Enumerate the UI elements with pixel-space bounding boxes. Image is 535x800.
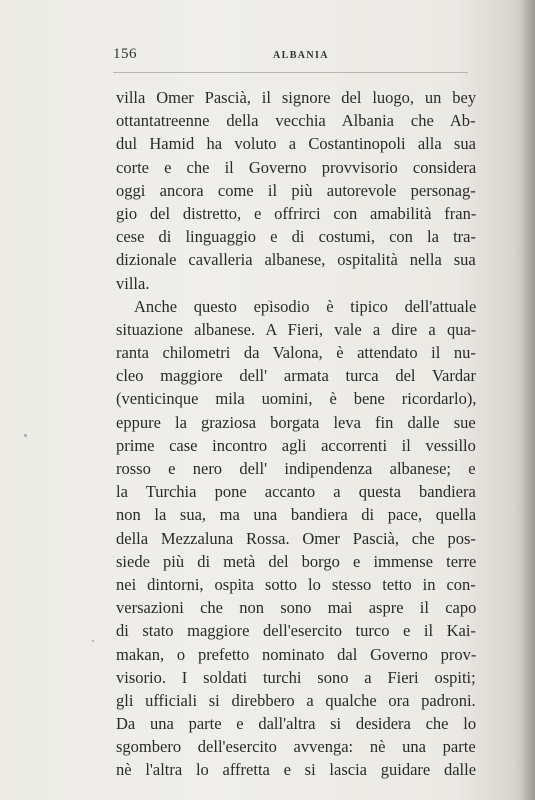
body-text [116, 86, 476, 782]
header-rule [113, 72, 468, 73]
text-line: nè l'altra lo affretta e si lascia guidare dalle [116, 760, 477, 780]
page-number: 156 [113, 46, 137, 62]
text-line: cese di linguaggio e di costumi, con la tra- [116, 227, 476, 247]
text-line: eppure la graziosa borgata leva fin dalle sue [116, 412, 476, 432]
text-line: versazioni che non sono mai aspre il capo [116, 598, 477, 618]
text-line: dizionale cavalleria albanese, ospitalità nella sua [116, 250, 476, 270]
text-line: villa. [116, 273, 150, 293]
text-line: ottantatreenne della vecchia Albania che Ab- [116, 111, 476, 131]
paper-speck [24, 434, 27, 437]
paper-speck [92, 640, 94, 642]
text-line: di stato maggiore dell'esercito turco e il Kai- [116, 621, 476, 641]
text-line: cleo maggiore dell' armata turca del Vardar [116, 366, 476, 386]
text-line: nei dintorni, ospita sotto lo stesso tetto in con- [116, 574, 476, 594]
text-line: Da una parte e dall'altra si desidera che lo [116, 714, 477, 734]
text-line: gli ufficiali si direbbero a qualche ora padroni. [116, 690, 476, 710]
running-head: ALBANIA [273, 50, 329, 61]
paper-speck [268, 300, 270, 302]
text-line: Anche questo episodio è tipico dell'attuale [134, 296, 477, 316]
text-line: villa Omer Pascià, il signore del luogo, un bey [116, 88, 477, 107]
text-line: makan, o prefetto nominato dal Governo prov- [116, 644, 477, 664]
text-line: prime case incontro agli accorrenti il vessillo [116, 435, 476, 455]
text-line: sgombero dell'esercito avvenga: nè una parte [116, 737, 476, 757]
text-line: siede più di metà del borgo e immense terre [116, 551, 477, 571]
text-line: non la sua, ma una bandiera di pace, quella [116, 505, 477, 525]
text-line: visorio. I soldati turchi sono a Fieri ospiti; [116, 667, 476, 687]
page-header [113, 46, 443, 66]
text-line: ranta chilometri da Valona, è attendato il nu- [116, 343, 476, 363]
text-line: dul Hamid ha voluto a Costantinopoli alla sua [116, 134, 476, 154]
text-line: oggi ancora come il più autorevole personag- [116, 180, 476, 200]
paper-speck [398, 720, 400, 722]
text-line: rosso e nero dell' indipendenza albanese; e [116, 459, 476, 478]
text-line: la Turchia pone accanto a questa bandiera [116, 482, 476, 502]
text-line: situazione albanese. A Fieri, vale a dire a qua- [116, 319, 477, 339]
text-line: corte e che il Governo provvisorio considera [116, 157, 477, 177]
text-line: (venticinque mila uomini, è bene ricordarlo), [116, 389, 477, 409]
text-line: della Mezzaluna Rossa. Omer Pascià, che pos- [116, 528, 476, 548]
text-line: gio del distretto, e offrirci con amabilità fran- [116, 203, 477, 223]
